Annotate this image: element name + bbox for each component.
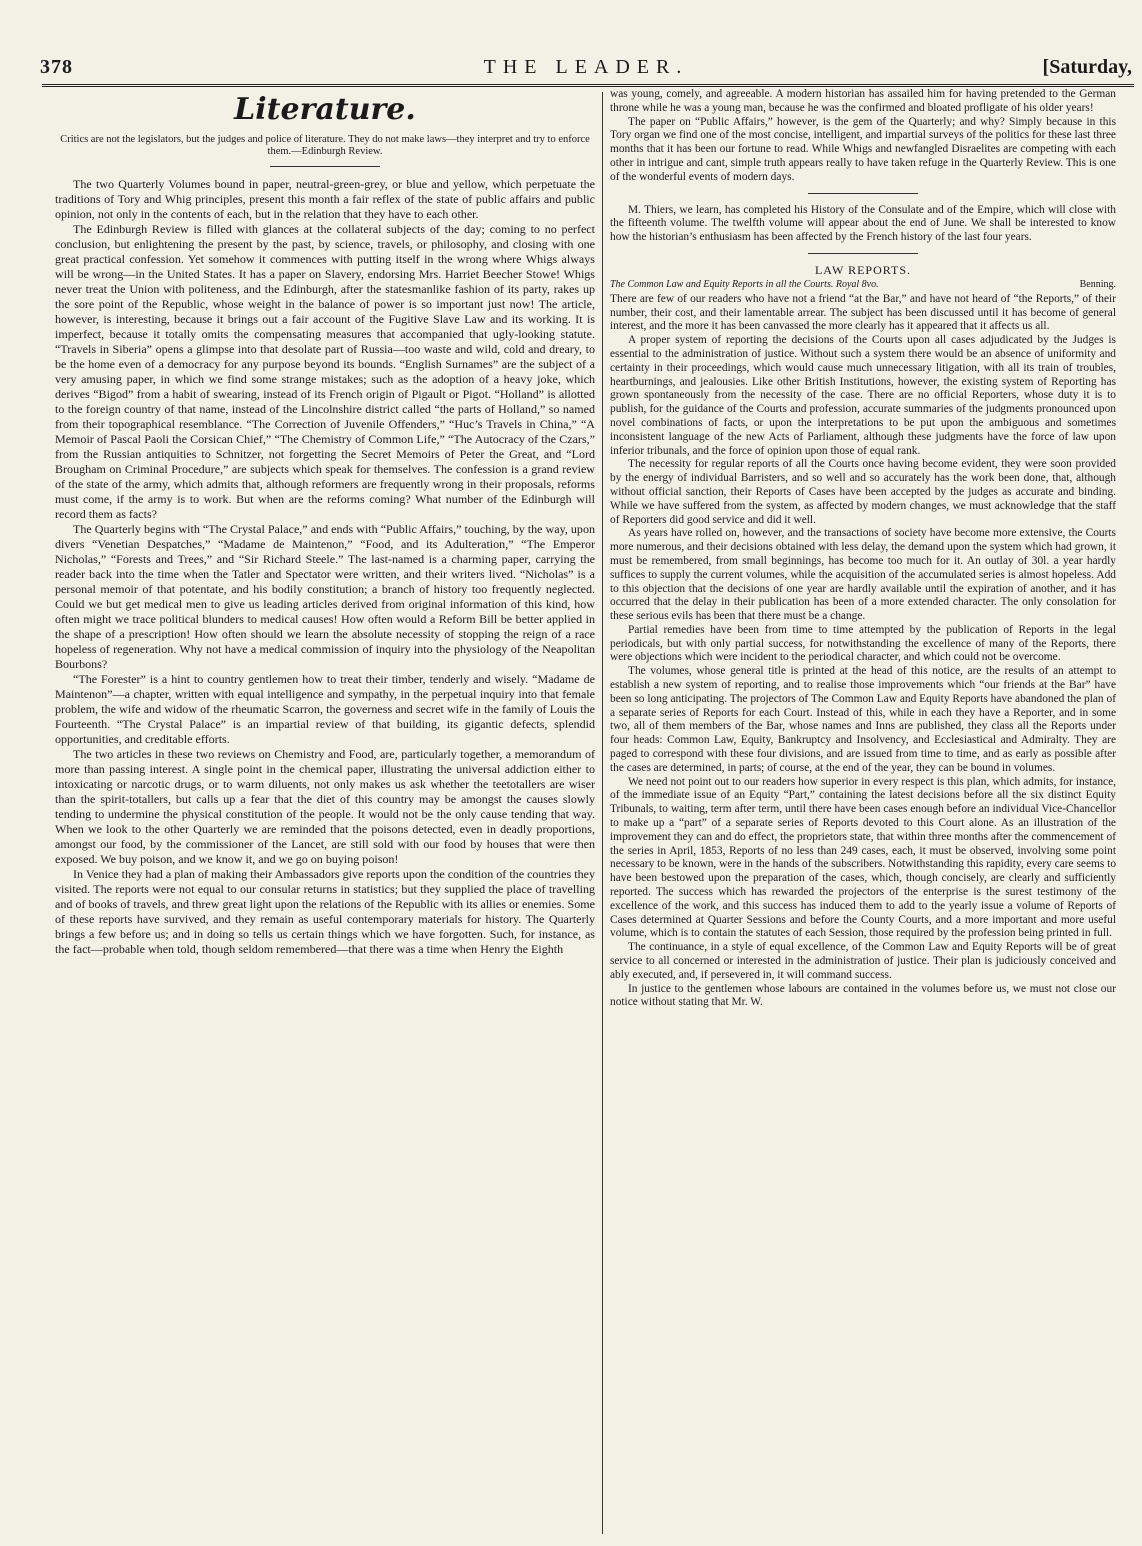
paragraph: The Edinburgh Review is filled with glances at the collateral subjects of the day; coming to no perfect conclusion, but enlightening the present by the past, by science, travels, or philosophy, and closing with one great practical confession. Yet somehow it commences with putting itself in the wrong where Whigs always will be wrong—in the United States. It has a paper on Slavery, endorsing Mrs. Harriet Beecher Stowe! Whigs never treat the Union with politeness, and the Edinburgh, after the statesmanlike fashion of its party, rakes up the sore point of the Republic, whose weight in the balance of power is so important just now! The article, however, is interesting, because it brings out a fair account of the Fugitive Slave Law and its working. It is imperfect, because it totally omits the compensating measures that accompanied that ugly-looking statute. “Travels in Siberia” opens a glimpse into that desolate part of Russia—too waste and wild, cold and dreary, to be the home even of a democracy for any purpose beyond its bounds. “English Surnames” are the subject of a very amusing paper, in which we find some strange mistakes; such as the adoption of a heavy joke, which derives “Bigod” from a habit of swearing, instead of its French origin of Pigault or Pigot. “Holland” is allotted to the foreign country of that name, instead of the Lincolnshire district called “the parts of Holland,” so named from their topographical resemblance. “The Correction of Juvenile Offenders,” “Huc’s Travels in China,” “A Memoir of Pascal Paoli the Corsican Chief,” “The Chemistry of Common Life,” “The Autocracy of the Czars,” from the Russian antiquities to Schnitzer, not forgetting the Secret Memoirs of Peter the Great, and “Lord Brougham on Criminal Procedure,” are subjects which speak for themselves. The confession is a grand review of the state of the army, which admits that, although reformers are frequently wrong in their proposals, reforms must come, if the army is to work. But when are the reforms coming? What number of the Edinburgh will record them as facts? [55,222,595,521]
divider [808,253,918,254]
epigraph: Critics are not the legislators, but the judges and police of literature. They do not make laws—they interpret and try to enforce them.—Edinburgh Review. [60,134,590,157]
paragraph: We need not point out to our readers how superior in every respect is this plan, which admits, for instance, of the immediate issue of an Equity “Part,” containing the latest decisions before all the six distinct Equity Tribunals, to waiting, term after term, until there have been cases enough before an individual Vice-Chancellor to make up a “part” of a separate series of Reports devoted to this Court alone. As an illustration of the improvement they can and do effect, the proprietors state, that within three months after the commencement of the series in April, 1853, Reports of no less than 249 cases, each, it must be observed, involving some point necessary to be known, were in the hands of the subscribers. Notwithstanding this rapidity, every care seems to have been bestowed upon the preparation of the cases, which, though concisely, are clearly and sufficiently reported. The success which has rewarded the projectors of the enterprise is the surest testimony of the excellence of the work, and this success has induced them to add to the yearly issue a volume of Reports of Cases determined at Quarter Sessions and before the County Courts, and a more important and more useful volume, which is to contain the statutes of each Session, those required by the profession being printed in full. [610,775,1117,940]
paragraph: The volumes, whose general title is printed at the head of this notice, are the results of an attempt to establish a new system of reporting, and to realise those improvements which “our friends at the Bar” have been so long anticipating. The projectors of The Common Law and Equity Reports have abandoned the plan of a separate series of Reports for each Court. Instead of this, while in each they have a Reporter, and in some two, all of them members of the Bar, whose names and Inns are published, they class all the Reports under four heads: Common Law, Equity, Bankruptcy and Insolvency, and Ecclesiastical and Admiralty. They are paged to correspond with these four divisions, and are issued from time to time, and as early as possible after the cases are determined, in parts; of course, at the end of the year, they can be bound in volumes. [610,665,1116,774]
left-column [55,88,595,957]
page-number: 378 [40,56,73,78]
divider [808,193,918,194]
paragraph: Partial remedies have been from time to time attempted by the publication of Reports in the legal periodicals, but with only partial success, for notwithstanding the excellence of many of the Reports, there were objections which were incident to the periodical character, and which could not be overcome. [610,623,1116,664]
divider [270,166,380,167]
paragraph: was young, comely, and agreeable. A modern historian has assailed him for having pretended to the German throne while he was a young man, because he was the confirmed and bloated profligate of his older years! [610,88,1116,114]
subtitle-text: The Common Law and Equity Reports in all the Courts. Royal 8vo. [610,278,879,290]
paragraph: The two articles in these two reviews on Chemistry and Food, are, particularly together, a memorandum of more than passing interest. A single point in the chemical paper, illustrating the universal addiction either to intoxicating or narcotic drugs, or to warm diluents, not only makes us ask whether the teetotallers are wiser than the spirit-totallers, but calls up a fear that the diet of this country may be amongst the causes slowly tending to undermine the physical constitution of the people. It would not be the only cause tending that way. When we look to the other Quarterly we are reminded that the poisons detected, even in deadly proportions, amongst our food, by the commissioner of the Lancet, are still sold with our food by houses that were then exposed. We buy poison, and we know it, and we go on buying poison! [55,747,595,866]
paragraph: “The Forester” is a hint to country gentlemen how to treat their timber, tenderly and wisely. “Madame de Maintenon”—a chapter, written with equal intelligence and sympathy, in the perpetual inquiry into that female problem, the wife and widow of the rheumatic Scarron, the governess and secret wife in the family of Louis the Fourteenth. “The Crystal Palace” is an impartial review of that building, its gigantic defects, splendid opportunities, and creditable efforts. [55,672,595,746]
right-column [610,88,1116,1010]
paragraph: The two Quarterly Volumes bound in paper, neutral-green-grey, or blue and yellow, which perpetuate the traditions of Tory and Whig principles, present this month a fair reflex of the state of public affairs and public opinion, not only in the contents of each, but in the relation that they have to each other. [55,177,595,221]
publisher: Benning. [1079,278,1116,290]
law-reports-title: LAW REPORTS. [814,262,912,277]
newspaper-title: THE LEADER. [483,56,689,78]
paragraph: A proper system of reporting the decisions of the Courts upon all cases adjudicated by the Judges is essential to the administration of justice. Without such a system there would be an absence of uniformity and certainty in their proceedings, which would cause much unnecessary litigation, with all its train of troubles, heartburnings, and jealousies. Like other British Institutions, however, the existing system of Reporting has grown spontaneously from the necessity of the case. There are no official Reporters, whose duty it is to publish, for the guidance of the Courts and profession, accurate summaries of the judgments pronounced upon novel combinations of facts, or upon the interpretations to be put upon the ambiguous and sometimes inconsistent language of the new Acts of Parliament, although these judgments have the force of law upon inferior tribunals, and the force of opinion upon those of equal rank. [610,334,1116,457]
paragraph: There are few of our readers who have not a friend “at the Bar,” and have not heard of “the Reports,” of their number, their cost, and their lamentable arrear. The subject has been discussed until it has become of general interest, and the more it has been canvassed the more clearly has it appeared that it affects us all. [610,292,1116,333]
paragraph: The necessity for regular reports of all the Courts once having become evident, they were soon provided by the energy of individual Barristers, and so well and so accurately has the work been done, that, although without official sanction, their Reports of Cases have been accepted by the judges as accurate and binding. While we have suffered from the system, as affected by modern changes, we must acknowledge that the staff of Reporters did good service and did it well. [610,458,1116,526]
header-day: [Saturday, [1042,56,1132,78]
paragraph: As years have rolled on, however, and the transactions of society have become more extensive, the Courts more numerous, and their decisions obtained with less delay, the demand upon the system which had grown, it must be remembered, from small beginnings, has become too much for it. An outlay of 30l. a year hardly suffices to supply the current volumes, while the acquisition of the accumulated series is almost hopeless. Add to this objection that the decisions of one year are hardly available until the expiration of another, and it has occurred that the delay in their publication has been of a more extended character. The only consolation for these serious evils has been that there must be a change. [610,527,1116,623]
paragraph: The Quarterly begins with “The Crystal Palace,” and ends with “Public Affairs,” touching, by the way, upon divers “Venetian Despatches,” “Madame de Maintenon,” “Food, and its Adulteration,” “The Emperor Nicholas,” “Forests and Trees,” and “Sir Richard Steele.” The last-named is a charming paper, carrying the reader back into the time when the Tatler and Spectator were written, and their writers lived. “Nicholas” is a personal memoir of that potentate, and his bodily constitution; a branch of history too frequently neglected. Could we but get medical men to give us leading articles derived from original information of this kind, how often might we trace political blunders to medical causes! How often would a Reform Bill be better applied in the shape of a prescription! How often should we learn the absolute necessity of stopping the reign of a race hopeless of regeneration. Why not have a medical commission of inquiry into the physiology of the Neapolitan Bourbons? [55,522,595,671]
paragraph: In Venice they had a plan of making their Ambassadors give reports upon the condition of the countries they visited. The reports were not equal to our consular returns in statistics; but they supplied the place of travelling and of books of travels, and threw great light upon the relations of the Republic with its allies or enemies. Some of these reports have survived, and they remain as useful contemporary materials for history. The Quarterly brings a few before us; and in doing so tells us certain things which we have forgotten. Such, for instance, as the fact—probable when told, though seldom remembered—that there was a time when Henry the Eighth [55,867,595,956]
paragraph: The paper on “Public Affairs,” however, is the gem of the Quarterly; and why? Simply because in this Tory organ we find one of the most concise, intelligent, and impartial surveys of the politics for these last three months that it has been our fortune to read. While Whigs and newfangled Disraelites are competing with each other in intrigue and cant, simple truth appears really to have taken refuge in the Quarterly Review. This is one of the wonderful events of modern days. [610,115,1116,183]
column-divider [602,92,603,1534]
paragraph: The continuance, in a style of equal excellence, of the Common Law and Equity Reports will be of great service to all concerned or interested in the administration of justice. Their plan is judiciously conceived and ably executed, and, if persevered in, it will command success. [610,941,1116,981]
page-header [40,56,1132,80]
section-title: Literature. [234,92,416,127]
paragraph: In justice to the gentlemen whose labours are contained in the volumes before us, we must not close our notice without stating that Mr. W. [610,982,1116,1009]
law-reports-subtitle [610,279,1116,291]
paragraph: M. Thiers, we learn, has completed his History of the Consulate and of the Empire, which will close with the fifteenth volume. The twelfth volume will appear about the end of June. We shall be interested to know how the historian’s enthusiasm has been affected by the French history of the last four years. [610,203,1116,244]
